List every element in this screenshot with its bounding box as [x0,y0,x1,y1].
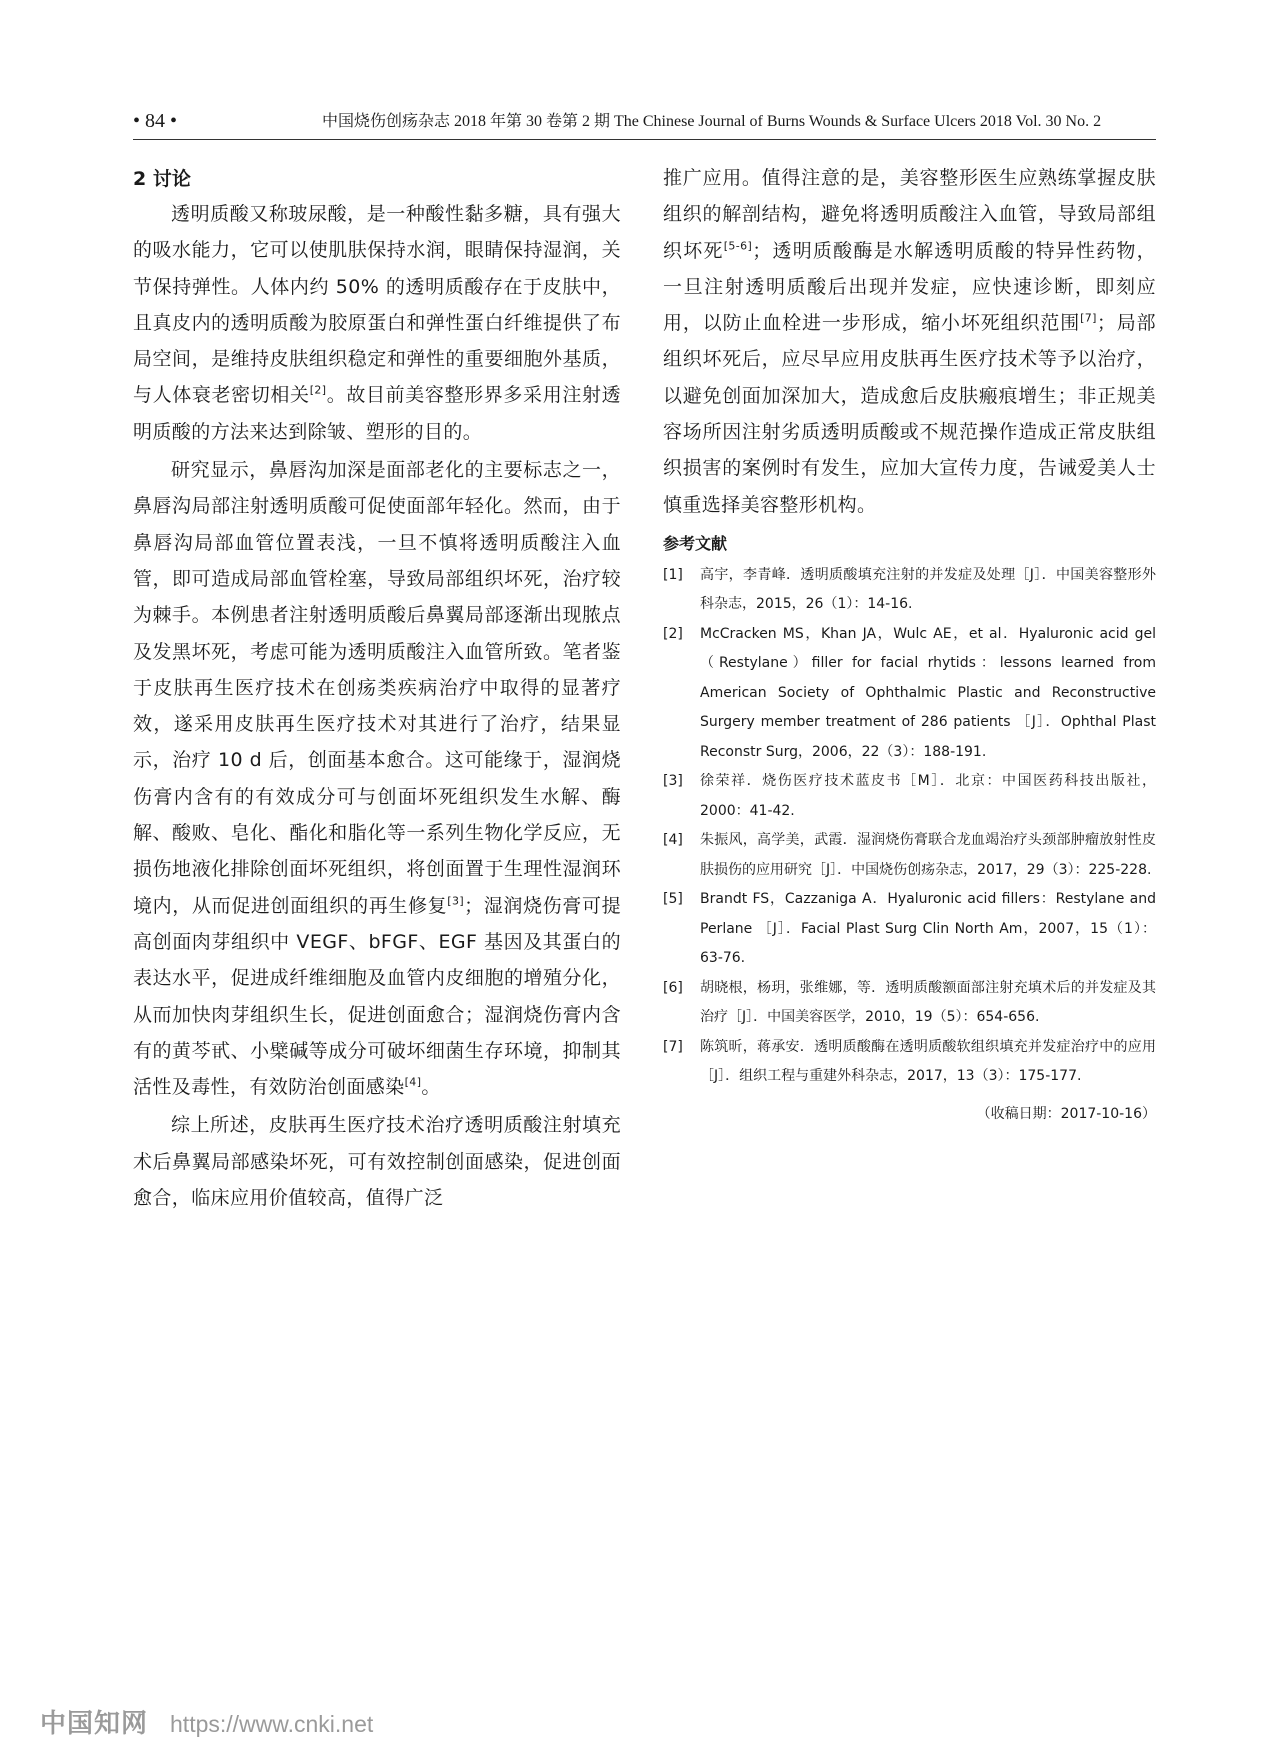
reference-number: [4] [663,832,683,849]
reference-item [663,974,1156,1033]
reference-item [663,561,1156,620]
cnki-logo: 中国知网 [40,1709,149,1739]
reference-item [663,767,1156,826]
reference-text: 朱振风，高学美，武霞．湿润烧伤膏联合龙血竭治疗头颈部肿瘤放射性皮肤损伤的应用研究［J］．中国烧伤创疡杂志，2017，29（3）：225-228. [700,832,1156,878]
reference-number: [7] [663,1038,683,1055]
paragraph [133,452,621,1105]
reference-number: [6] [663,979,683,996]
site-url[interactable]: https://www.cnki.net [170,1711,374,1737]
citation: [5-6] [723,239,753,253]
paragraph-text: 研究显示，鼻唇沟加深是面部老化的主要标志之一，鼻唇沟局部注射透明质酸可促使面部年轻化。然而，由于鼻唇沟局部血管位置表浅，一旦不慎将透明质酸注入血管，即可造成局部血管栓塞，导致局部组织坏死，治疗较为棘手。本例患者注射透明质酸后鼻翼局部逐渐出现脓点及发黑坏死，考虑可能为透明质酸注入血管所致。笔者鉴于皮肤再生医疗技术在创疡类疾病治疗中取得的显著疗效，遂采用皮肤再生医疗技术对其进行了治疗，结果显示，治疗 10 d 后，创面基本愈合。这可能缘于，湿润烧伤膏内含有的有效成分可与创面坏死组织发生水解、酶解、酸败、皂化、酯化和脂化等一系列生物化学反应，无损伤地液化排除创面坏死组织，将创面置于生理性湿润环境内，从而促进创面组织的再生修复 [133,459,621,917]
citation: [2] [309,384,327,398]
reference-number: [2] [663,625,683,642]
citation: [7] [1080,311,1097,325]
right-column [663,160,1156,1142]
reference-number: [1] [663,566,683,583]
journal-running-head: 中国烧伤创疡杂志 2018 年第 30 卷第 2 期 The Chinese Journal of Burns Wounds & Surface Ulcers 2018 Vol. 30 No. 2 [322,113,1102,130]
paragraph-text: 综上所述，皮肤再生医疗技术治疗透明质酸注射填充术后鼻翼局部感染坏死，可有效控制创面感染，促进创面愈合，临床应用价值较高，值得广泛 [133,1114,621,1210]
reference-text: Brandt FS，Cazzaniga A．Hyaluronic acid fillers：Restylane and Perlane ［J］．Facial Plast Surg Clin North Am，2007，15（1）：63-76. [700,891,1156,967]
received-date: （收稿日期：2017-10-16） [976,1105,1156,1122]
paragraph-text: 。 [421,1076,441,1099]
reference-number: [3] [663,773,683,790]
reference-text: 陈筑昕，蒋承安．透明质酸酶在透明质酸软组织填充并发症治疗中的应用［J］．组织工程与重建外科杂志，2017，13（3）：175-177. [700,1038,1156,1085]
page-header [0,109,1276,149]
reference-item [663,1033,1156,1092]
reference-item [663,885,1156,974]
reference-list [663,561,1156,1092]
header-rule [133,139,1156,140]
paragraph-text: ；湿润烧伤膏可提高创面肉芽组织中 VEGF、bFGF、EGF 基因及其蛋白的表达水平，促进成纤维细胞及血管内皮细胞的增殖分化，从而加快肉芽组织生长，促进创面愈合；湿润烧伤膏内含有的黄芩甙、小檗碱等成分可破坏细菌生存环境，抑制其活性及毒性，有效防治创面感染 [133,894,621,1099]
page-number: • 84 • [133,110,178,132]
citation: [4] [404,1075,422,1089]
reference-item [663,826,1156,885]
received-row [663,1102,1156,1142]
paragraph-text: ；局部组织坏死后，应尽早应用皮肤再生医疗技术等予以治疗，以避免创面加深加大，造成愈后皮肤瘢痕增生；非正规美容场所因注射劣质透明质酸或不规范操作造成正常皮肤组织损害的案例时有发生，应加大宣传力度，告诫爱美人士慎重选择美容整形机构。 [663,312,1156,516]
paragraph-text: ；透明质酸酶是水解透明质酸的特异性药物，一旦注射透明质酸后出现并发症，应快速诊断，即刻应用，以防止血栓进一步形成，缩小坏死组织范围 [663,239,1156,335]
left-column [133,162,621,1216]
reference-text: 高宇，李青峰．透明质酸填充注射的并发症及处理［J］．中国美容整形外科杂志，2015，26（1）：14-16. [700,566,1156,613]
references-heading: 参考文献 [663,533,728,553]
paragraph-text: 。故目前美容整形界多采用注射透明质酸的方法来达到除皱、塑形的目的。 [133,384,621,443]
reference-text: 胡晓根，杨玥，张维娜，等．透明质酸额面部注射充填术后的并发症及其治疗［J］．中国美容医学，2010，19（5）：654-656. [700,979,1156,1026]
paragraph [663,160,1156,523]
reference-text: McCracken MS，Khan JA，Wulc AE，et al．Hyaluronic acid gel（Restylane）filler for facial rhytids：lessons learned from American Society of Ophthalmic Plastic and Reconstructive Surgery member treatment of 286 patients ［J］．Ophthal Plast Reconstr Surg，2006，22（3）：188-191. [700,625,1156,760]
reference-text: 徐荣祥．烧伤医疗技术蓝皮书［M］．北京：中国医药科技出版社，2000：41-42. [700,773,1156,819]
reference-number: [5] [663,891,683,908]
reference-item [663,620,1156,768]
citation: [3] [447,894,465,908]
paragraph [133,1107,621,1216]
paragraph-text: 推广应用。值得注意的是，美容整形医生应熟练掌握皮肤组织的解剖结构，避免将透明质酸注入血管，导致局部组织坏死 [663,167,1156,262]
page-footer [40,1703,373,1743]
paragraph [133,196,621,450]
paragraph-text: 透明质酸又称玻尿酸，是一种酸性黏多糖，具有强大的吸水能力，它可以使肌肤保持水润，眼睛保持湿润，关节保持弹性。人体内约 50% 的透明质酸存在于皮肤中，且真皮内的透明质酸为胶原蛋白和弹性蛋白纤维提供了布局空间，是维持皮肤组织稳定和弹性的重要细胞外基质，与人体衰老密切相关 [133,203,621,407]
section-title: 2 讨论 [133,168,191,190]
